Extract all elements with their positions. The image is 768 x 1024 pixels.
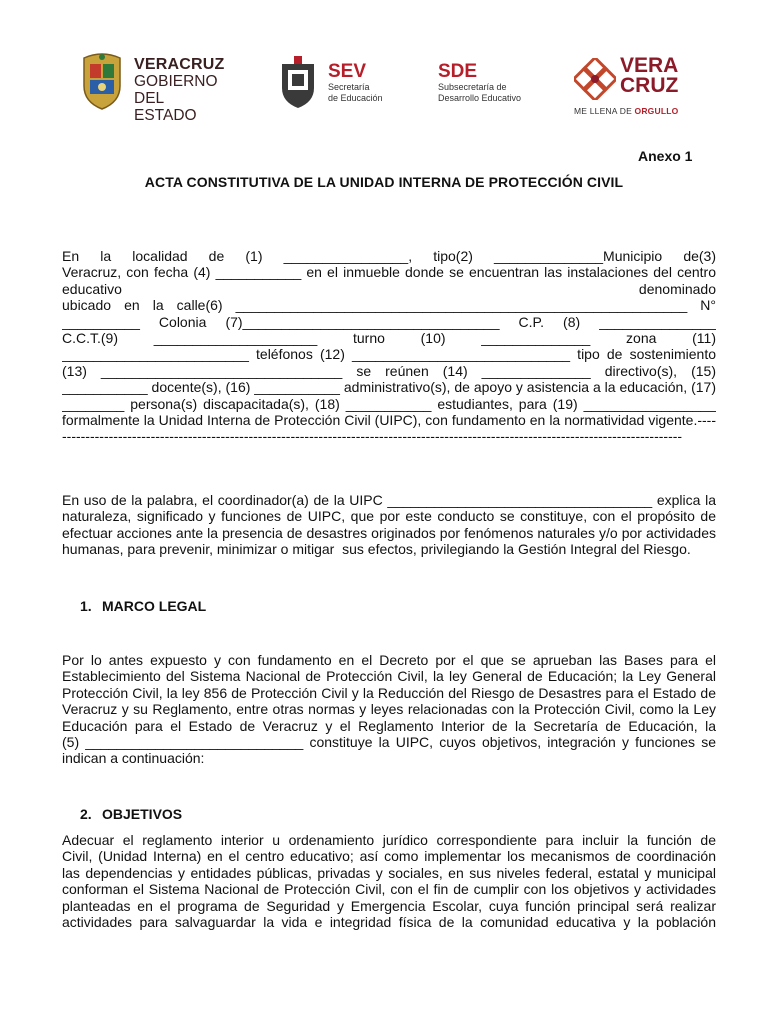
text-line: Adecuar el reglamento interior u ordenamiento jurídico correspondiente para incluir la función de: [62, 832, 716, 848]
form-line: ubicado en la calle(6) __________________________________________________________ N°: [62, 297, 716, 314]
text-line: planteadas en el programa de Seguridad y Emergencia Escolar, cuya función principal será realizar: [62, 897, 716, 914]
marco-legal-paragraph: [62, 652, 716, 767]
form-line: ___________ docente(s), (16) ___________ administrativo(s), de apoyo y asistencia a la educación, (17): [62, 379, 716, 396]
text-line: efectuar acciones ante la presencia de desastres originados por fenómenos naturales y/o por actividades: [62, 524, 716, 541]
brand-slogan: [574, 106, 678, 116]
gobierno-line1: VERACRUZ: [134, 56, 225, 73]
section-heading-objetivos: [80, 806, 182, 822]
sde-title: SDE: [438, 61, 478, 82]
constitution-form-paragraph: [62, 248, 716, 445]
form-line: En la localidad de (1) ________________, tipo(2) ______________Municipio de(3): [62, 248, 716, 264]
sde-subtitle-1: Subsecretaría de: [438, 82, 507, 92]
gobierno-line2: GOBIERNO: [134, 73, 218, 90]
coordinator-paragraph: [62, 492, 716, 558]
header-logos: [74, 44, 714, 130]
text-line: las dependencias y entidades públicas, privadas y sociales, en sus niveles federal, estatal y municipal: [62, 864, 716, 881]
sev-wordmark: [328, 62, 418, 104]
veracruz-knot-icon: [574, 58, 616, 100]
text-line: conforman el Sistema Nacional de Protección Civil, con el fin de cumplir con los objetivos y actividades: [62, 881, 716, 898]
sev-subtitle-1: Secretaría: [328, 82, 370, 92]
section-heading-marco-legal: [80, 598, 206, 614]
form-line: ________________________ teléfonos (12) ____________________________ tipo de sostenimiento: [62, 346, 716, 363]
brand-line1: VERA: [620, 54, 679, 77]
form-line: Veracruz, con fecha (4) ___________ en el inmueble donde se encuentran las instalaciones del centro: [62, 264, 716, 281]
form-line: __________ Colonia (7)_________________________________ C.P. (8) _______________: [62, 313, 716, 330]
brand-slogan-b: ORGULLO: [634, 106, 679, 116]
gobierno-line3: DEL ESTADO: [134, 90, 197, 124]
sev-title: SEV: [328, 61, 367, 82]
brand-slogan-a: ME LLENA DE: [574, 106, 635, 116]
objetivos-paragraph: [62, 832, 716, 930]
sde-subtitle-2: Desarrollo Educativo: [438, 93, 522, 103]
text-line: indican a continuación:: [62, 750, 205, 767]
document-title: ACTA CONSTITUTIVA DE LA UNIDAD INTERNA DE PROTECCIÓN CIVIL: [144, 174, 624, 190]
text-line: actividades para salvaguardar la vida e integridad física de la comunidad educativa y la población: [62, 913, 716, 930]
section-title: MARCO LEGAL: [102, 598, 207, 614]
sev-subtitle-2: de Educación: [328, 93, 383, 103]
text-line: Civil, (Unidad Interna) en el centro educativo; así como implementar los mecanismos de coordinación: [62, 848, 716, 865]
text-line: En uso de la palabra, el coordinador(a) de la UIPC __________________________________ explica la: [62, 492, 716, 508]
text-line: Establecimiento del Sistema Nacional de Protección Civil, la ley General de Educación; la Ley General: [62, 668, 716, 685]
text-line: humanas, para prevenir, minimizar o mitigar sus efectos, privilegiando la Gestión Integral del Riesgo.: [62, 541, 691, 558]
annex-label: Anexo 1: [638, 148, 693, 164]
section-number: 2.: [80, 806, 92, 822]
form-line: -------------------------------------------------------------------------------------------------------------------------------------: [62, 428, 683, 445]
form-line: C.C.T.(9) _____________________ turno (10) ______________ zona (11): [62, 329, 716, 346]
text-line: Educación para el Estado de Veracruz y el Reglamento Interior de la Secretaría de Educación, la: [62, 717, 716, 734]
text-line: naturaleza, significado y funciones de UIPC, que por este conducto se constituye, con el propósito de: [62, 508, 716, 525]
coat-of-arms-icon: [80, 52, 124, 110]
sev-emblem-icon: [276, 54, 320, 110]
text-line: (5) ____________________________ constituye la UIPC, cuyos objetivos, integración y funciones se: [62, 733, 716, 750]
text-line: Veracruz y su Reglamento, entre otras normas y leyes relacionadas con la Protección Civil, como la Ley: [62, 701, 716, 718]
form-line: (13) _______________________________ se reúnen (14) ______________ directivo(s), (15): [62, 362, 716, 379]
form-line: ________ persona(s) discapacitada(s), (18) ___________ estudiantes, para (19) _________________: [62, 395, 716, 412]
veracruz-brand-wordmark: [620, 56, 678, 96]
brand-line2: CRUZ: [620, 74, 679, 97]
form-line: formalmente la Unidad Interna de Protección Civil (UIPC), con fundamento en la normatividad vigente.----: [62, 411, 716, 428]
sde-wordmark: [438, 62, 568, 104]
section-number: 1.: [80, 598, 92, 614]
gobierno-wordmark: [134, 56, 225, 124]
form-line: educativo denominado: [62, 280, 716, 297]
text-line: Protección Civil, la ley 856 de Protección Civil y la Reducción del Riesgo de Desastres para el Estado de: [62, 684, 716, 701]
text-line: Por lo antes expuesto y con fundamento en el Decreto por el que se aprueban las Bases para el: [62, 652, 716, 668]
section-title: OBJETIVOS: [102, 806, 183, 822]
